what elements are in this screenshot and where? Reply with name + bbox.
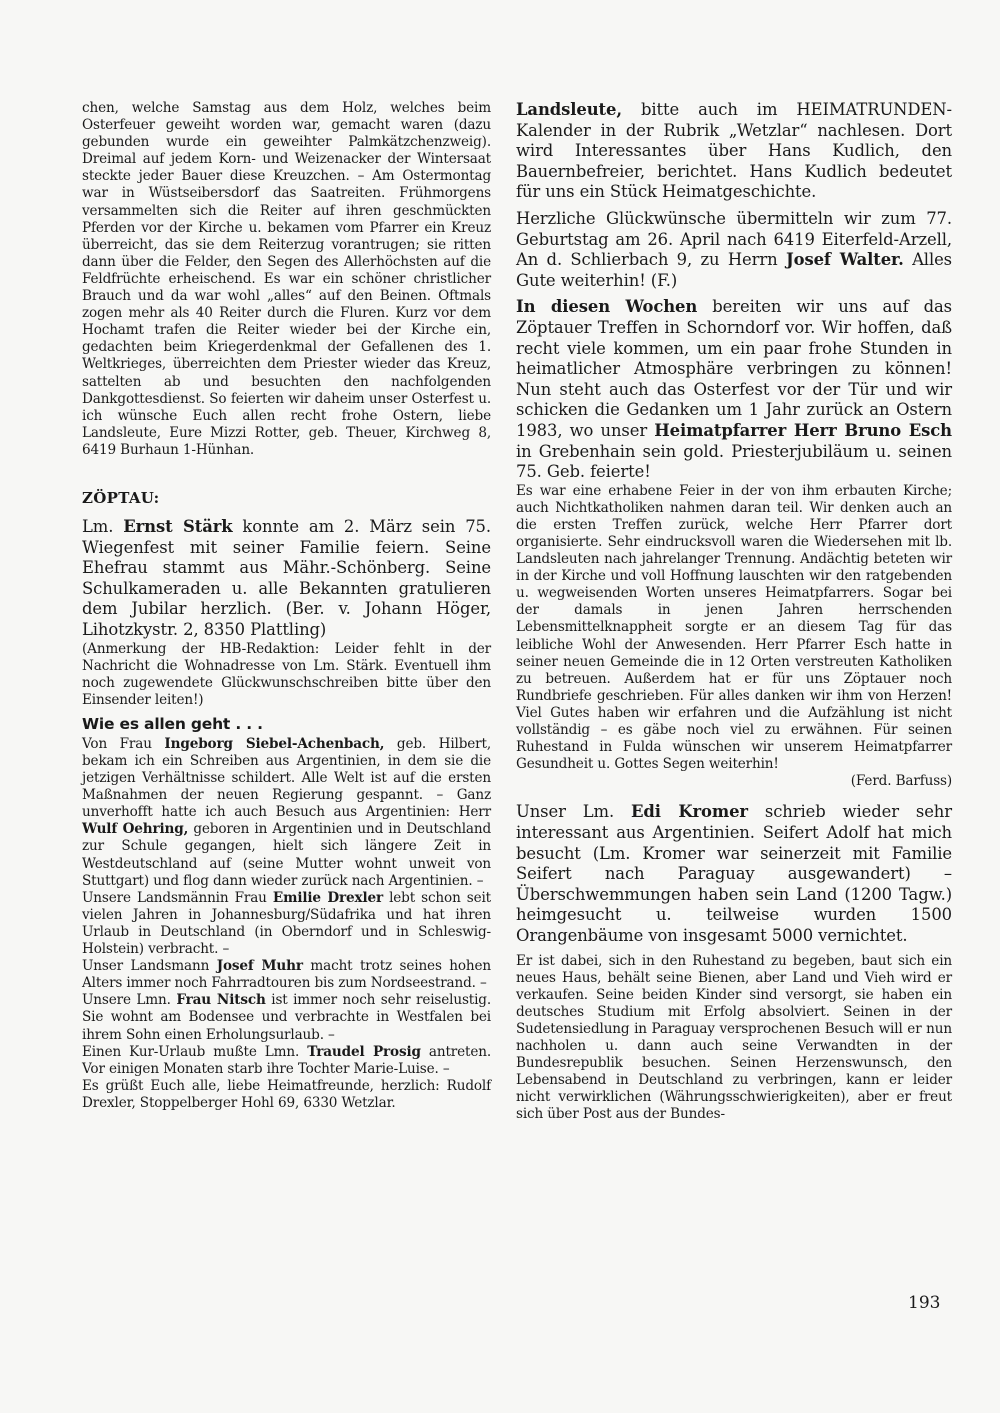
kromer-prefix: Unser Lm. xyxy=(516,802,615,822)
staerk-prefix: Lm. xyxy=(82,516,114,536)
landsleute-paragraph xyxy=(516,100,952,203)
news-text: Von Frau xyxy=(82,735,152,752)
birthday-paragraph xyxy=(516,209,952,291)
feier-paragraph: Es war eine erhabene Feier in der von ihm erbauten Kirche; auch Nichtkatholiken nahmen daran teil. Wir denken auch an die ersten Treffen zurück, welche Herr Pfarrer dort organisierte. Sehr eindrucksvoll waren die Wiedersehen mit lb. Landsleuten nach jahrelanger Trennung. Andächtig beteten wir in der Kirche und voll Hoffnung lauschten wir den ratgebenden u. wegweisenden Worten unseres Heimatpfarrers. Sogar bei der damals in jenen Jahren herrschenden Lebensmittelknappheit sorgte er an diesem Tag für das leibliche Wohl der Anwesenden. Herr Pfarrer Esch hatte in seiner neuen Gemeinde die in 12 Orten verstreuten Katholiken zu betreuen. Außerdem hat er für uns Zöptauer noch Rundbriefe geschrieben. Für alles danken wir ihm von Herzen! Viel Gutes haben wir erfahren und die Aufzählung ist nicht vollständig – es gäbe noch viel zu erwähnen. Für seinen Ruhestand in Fulda wünschen wir unserem Heimatpfarrer Gesundheit u. Gottes Segen weiterhin! xyxy=(516,482,952,773)
landsleute-lead: Landsleute, xyxy=(516,100,622,119)
news-text: Einen Kur-Urlaub mußte Lmn. xyxy=(82,1043,300,1060)
kromer-paragraph xyxy=(516,802,952,946)
section-heading-zoeptau: ZÖPTAU: xyxy=(82,488,160,507)
news-text: Unsere Landsmännin Frau xyxy=(82,889,267,906)
landsleute-text: bitte auch im HEIMATRUNDEN-Kalender in der Rubrik „Wetzlar“ nachlesen. Dort wird Interessantes über Hans Kudlich, den Bauernbefreier, berichtet. Hans Kudlich bedeutet für uns ein Stück Heimatgeschichte. xyxy=(516,100,952,202)
left-column xyxy=(82,100,491,1112)
news-person-name: Emilie Drexler xyxy=(272,889,383,906)
news-paragraph-1 xyxy=(82,736,491,890)
news-text: antreten. Vor einigen Monaten starb ihre Tochter Marie-Luise. – xyxy=(82,1043,492,1077)
treffen-text: bereiten wir uns auf das Zöptauer Treffen in Schorndorf vor. Wir hoffen, daß recht viele kommen, um ein paar frohe Stunden in heimatlicher Atmosphäre verbringen zu können! Nun steht auch das Osterfest vor der Tür und wir schicken die Gedanken um 1 Jahr zurück an Ostern 1983, wo unser xyxy=(516,297,952,440)
news-person-name: Ingeborg Siebel-Achenbach, xyxy=(164,735,385,752)
news-paragraph-drexler xyxy=(82,890,491,958)
editorial-note: (Anmerkung der HB-Redaktion: Leider fehlt in der Nachricht die Wohnadresse von Lm. Stärk. Eventuell ihm noch zugewendete Glückwunschschreiben bitte über den Einsender leiten!) xyxy=(82,640,491,708)
birthday-name: Josef Walter. xyxy=(785,250,904,270)
news-person-name: Wulf Oehring, xyxy=(82,821,189,838)
birthday-post: Alles Gute weiterhin! (F.) xyxy=(516,250,952,290)
kromer-name: Edi Kromer xyxy=(631,802,748,822)
treffen-lead: In diesen Wochen xyxy=(516,297,698,317)
staerk-text: konnte am 2. März sein 75. Wiegenfest mit seiner Familie feiern. Seine Ehefrau stammt aus Mähr.-Schönberg. Seine Schulkameraden u. alle Bekannten gratulieren dem Jubilar herzlich. (Ber. v. Johann Höger, Lihotzkystr. 2, 8350 Plattling) xyxy=(82,516,491,639)
staerk-name: Ernst Stärk xyxy=(123,516,233,536)
news-paragraph-muhr xyxy=(82,958,491,992)
news-text: ist immer noch sehr reiselustig. Sie wohnt am Bodensee und verbrachte in Westfalen bei ihrem Sohn einen Erholungsurlaub. – xyxy=(82,992,492,1043)
sub-heading-wie-es-allen-geht: Wie es allen geht . . . xyxy=(82,714,263,733)
right-column xyxy=(516,100,952,1123)
ruhestand-paragraph: Er ist dabei, sich in den Ruhestand zu begeben, baut sich ein neues Haus, behält seine Bienen, aber Land und Vieh wird er verkaufen. Seine beiden Kinder sind versorgt, sie haben ein deutsches Studium mit Erfolg absolviert. Seinen in der Sudetensiedlung in Paraguay versprochenen Besuch will er nun nachholen u. dann auch seine Verwandten in der Bundesrepublik besuchen. Seinen Herzenswunsch, den Lebensabend in Deutschland zu verbringen, kann er leider nicht verwirklichen (Währungsschwierigkeiten), aber er freut sich über Post aus der Bundes- xyxy=(516,952,952,1123)
news-text: geb. Hilbert, bekam ich ein Schreiben aus Argentinien, in dem sie die jetzigen Verhältnisse schildert. Alle Welt ist auf die ersten Maßnahmen der neuen Regierung gespannt. – Ganz unverhofft hatte ich auch Besuch aus Argentinien: Herr xyxy=(82,735,492,821)
treffen-post: in Grebenhain sein gold. Priesterjubiläum u. seinen 75. Geb. feierte! xyxy=(516,441,952,482)
news-paragraph-prosig xyxy=(82,1044,491,1078)
news-person-name: Frau Nitsch xyxy=(176,992,266,1009)
kromer-text: schrieb wieder sehr interessant aus Argentinien. Seifert Adolf hat mich besucht (Lm. Kromer war seinerzeit mit Familie Seifert nach Paraguay ausgewandert) – Überschwemmungen haben sein Land (1200 Tagw.) heimgesucht u. teilweise wurden 1500 Orangenbäume von insgesamt 5000 vernichtet. xyxy=(516,802,952,945)
news-person-name: Traudel Prosig xyxy=(307,1043,421,1060)
news-text: lebt schon seit vielen Jahren in Johannesburg/Südafrika und hat ihren Urlaub in Deutschland (in Oberndorf und in Schleswig-Holstein) verbracht. – xyxy=(82,889,491,958)
signature-barfuss: (Ferd. Barfuss) xyxy=(850,773,952,790)
closing-paragraph: Es grüßt Euch alle, liebe Heimatfreunde, herzlich: Rudolf Drexler, Stoppelberger Hohl 69, 6330 Wetzlar. xyxy=(82,1077,491,1111)
treffen-paragraph xyxy=(516,297,952,482)
page-number: 193 xyxy=(908,1293,941,1313)
treffen-name: Heimatpfarrer Herr Bruno Esch xyxy=(654,420,952,440)
news-paragraph-nitsch xyxy=(82,992,491,1043)
news-text: Unsere Lmn. xyxy=(82,992,171,1009)
news-person-name: Josef Muhr xyxy=(216,958,303,975)
intro-paragraph: chen, welche Samstag aus dem Holz, welches beim Osterfeuer geweiht worden war, gemacht waren (dazu gebunden wurde ein geweihter Palmkätzchenzweig). Dreimal auf jedem Korn- und Weizenacker der Wintersaat steckte jeder Bauer diese Kreuzchen. – Am Ostermontag war in Wüstseibersdorf das Saatreiten. Frühmorgens versammelten sich die Reiter auf ihren geschmückten Pferden vor der Kirche u. bekamen vom Pfarrer ein Kreuz überreicht, das sie dem Reiterzug vorantrugen; sie ritten dann über die Felder, den Segen des Allerhöchsten auf die Feldfrüchte erheischend. Es war ein schöner christlicher Brauch und da war wohl „alles“ auf den Beinen. Oftmals zogen mehr als 40 Reiter durch die Fluren. Kurz vor dem Hochamt trafen die Reiter wieder bei der Kirche ein, gedachten beim Kriegerdenkmal der Gefallenen des 1. Weltkrieges, überreichten dem Priester wieder das Kreuz, sattelten ab und besuchten den nachfolgenden Dankgottesdienst. So feierten wir daheim unser Osterfest u. ich wünsche Euch allen recht frohe Ostern, liebe Landsleute, Eure Mizzi Rotter, geb. Theuer, Kirchweg 8, 6419 Burhaun 1-Hünhan. xyxy=(82,100,491,458)
news-text: geboren in Argentinien und in Deutschland zur Schule gegangen, hielt sich längere Zeit in Westdeutschland auf (seine Mutter wohnt unweit von Stuttgart) und flog dann wieder zurück nach Argentinien. – xyxy=(82,821,492,889)
news-text: Unser Landsmann xyxy=(82,958,210,975)
news-text: macht trotz seines hohen Alters immer noch Fahrradtouren bis zum Nordseestrand. – xyxy=(82,958,492,992)
staerk-paragraph xyxy=(82,517,491,641)
birthday-text: Herzliche Glückwünsche übermitteln wir zum 77. Geburtstag am 26. April nach 6419 Eiterfeld-Arzell, An d. Schlierbach 9, zu Herrn xyxy=(516,208,952,270)
